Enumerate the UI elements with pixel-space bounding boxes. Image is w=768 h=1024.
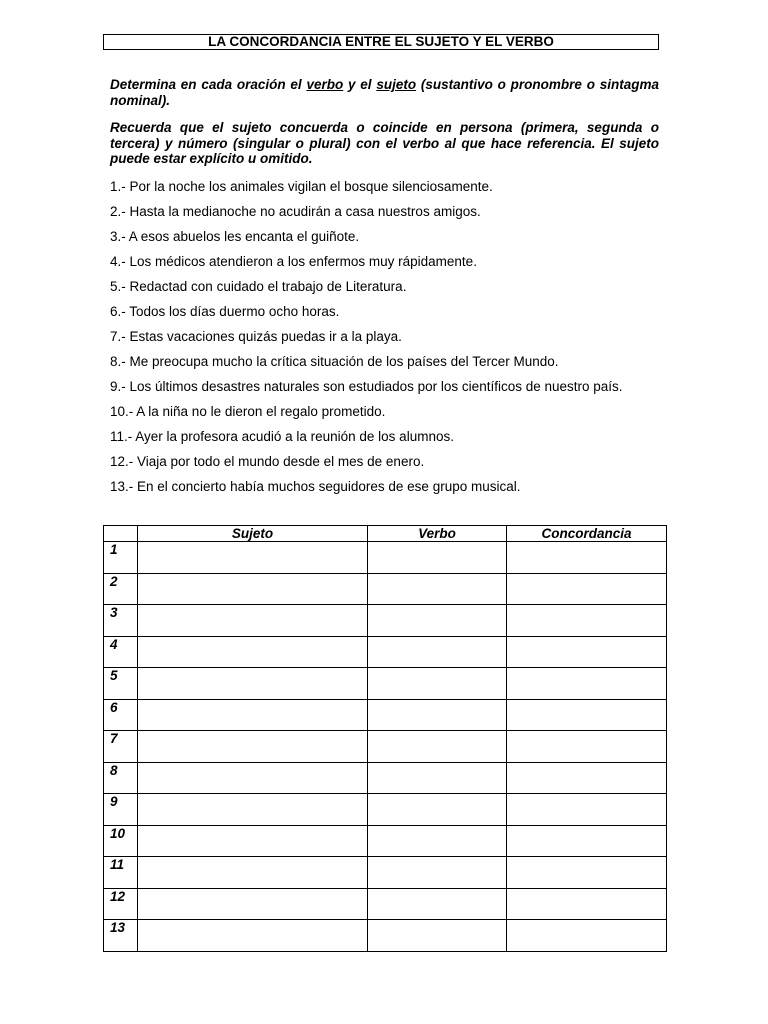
verbo-cell[interactable] [368, 699, 507, 731]
table-row [104, 794, 667, 826]
row-number: 4 [104, 636, 138, 668]
row-number: 12 [104, 888, 138, 920]
instruction-1-after: (sustantivo o pronombre o sintagma nominal). [110, 77, 659, 108]
table-row [104, 825, 667, 857]
verbo-cell[interactable] [368, 573, 507, 605]
concordancia-cell[interactable] [507, 888, 667, 920]
sentence-item: 2.- Hasta la medianoche no acudirán a casa nuestros amigos. [110, 204, 481, 219]
table-row [104, 857, 667, 889]
header-number [104, 526, 138, 542]
sujeto-cell[interactable] [138, 573, 368, 605]
verbo-cell[interactable] [368, 542, 507, 574]
concordancia-cell[interactable] [507, 699, 667, 731]
sentence-item: 12.- Viaja por todo el mundo desde el mes de enero. [110, 454, 425, 469]
verbo-cell[interactable] [368, 762, 507, 794]
sujeto-cell[interactable] [138, 699, 368, 731]
row-number: 7 [104, 731, 138, 763]
page-title: LA CONCORDANCIA ENTRE EL SUJETO Y EL VERBO [103, 34, 659, 50]
concordancia-cell[interactable] [507, 857, 667, 889]
concordancia-cell[interactable] [507, 668, 667, 700]
sujeto-cell[interactable] [138, 636, 368, 668]
concordancia-cell[interactable] [507, 636, 667, 668]
verbo-cell[interactable] [368, 888, 507, 920]
instruction-1-before: Determina en cada oración el [110, 77, 307, 92]
sujeto-cell[interactable] [138, 888, 368, 920]
row-number: 13 [104, 920, 138, 952]
verbo-cell[interactable] [368, 731, 507, 763]
row-number: 6 [104, 699, 138, 731]
row-number: 11 [104, 857, 138, 889]
table-row [104, 636, 667, 668]
sentence-item: 1.- Por la noche los animales vigilan el bosque silenciosamente. [110, 179, 493, 194]
row-number: 8 [104, 762, 138, 794]
sujeto-cell[interactable] [138, 825, 368, 857]
verbo-cell[interactable] [368, 668, 507, 700]
row-number: 5 [104, 668, 138, 700]
row-number: 10 [104, 825, 138, 857]
header-concordancia: Concordancia [507, 526, 667, 542]
header-sujeto: Sujeto [138, 526, 368, 542]
header-verbo: Verbo [368, 526, 507, 542]
sujeto-cell[interactable] [138, 668, 368, 700]
row-number: 1 [104, 542, 138, 574]
sentence-item: 5.- Redactad con cuidado el trabajo de Literatura. [110, 279, 407, 294]
verbo-cell[interactable] [368, 920, 507, 952]
instruction-1-middle: y el [343, 77, 377, 92]
table-row [104, 573, 667, 605]
table-row [104, 731, 667, 763]
verbo-cell[interactable] [368, 794, 507, 826]
verbo-cell[interactable] [368, 636, 507, 668]
concordancia-cell[interactable] [507, 573, 667, 605]
concordancia-cell[interactable] [507, 825, 667, 857]
sentence-item: 9.- Los últimos desastres naturales son estudiados por los científicos de nuestro país. [110, 379, 623, 394]
row-number: 3 [104, 605, 138, 637]
table-row [104, 668, 667, 700]
sujeto-cell[interactable] [138, 605, 368, 637]
sujeto-cell[interactable] [138, 794, 368, 826]
sujeto-cell[interactable] [138, 731, 368, 763]
concordancia-cell[interactable] [507, 605, 667, 637]
instruction-1 [110, 77, 659, 108]
sentence-list [110, 177, 623, 502]
sujeto-cell[interactable] [138, 542, 368, 574]
instruction-1-verbo: verbo [306, 77, 344, 92]
sentence-item: 10.- A la niña no le dieron el regalo prometido. [110, 404, 386, 419]
concordancia-cell[interactable] [507, 794, 667, 826]
concordancia-cell[interactable] [507, 920, 667, 952]
table-header-row [104, 526, 667, 542]
row-number: 9 [104, 794, 138, 826]
sujeto-cell[interactable] [138, 920, 368, 952]
sentence-item: 7.- Estas vacaciones quizás puedas ir a la playa. [110, 329, 402, 344]
table-row [104, 699, 667, 731]
table-row [104, 762, 667, 794]
row-number: 2 [104, 573, 138, 605]
instruction-2: Recuerda que el sujeto concuerda o coincide en persona (primera, segunda o tercera) y número (singular o plural) con el verbo al que hace referencia. El sujeto puede estar explícito u omitido. [110, 120, 659, 166]
answer-table [103, 525, 667, 952]
concordancia-cell[interactable] [507, 542, 667, 574]
sujeto-cell[interactable] [138, 762, 368, 794]
concordancia-cell[interactable] [507, 762, 667, 794]
sentence-item: 4.- Los médicos atendieron a los enfermos muy rápidamente. [110, 254, 477, 269]
sujeto-cell[interactable] [138, 857, 368, 889]
sentence-item: 6.- Todos los días duermo ocho horas. [110, 304, 340, 319]
verbo-cell[interactable] [368, 605, 507, 637]
table-row [104, 542, 667, 574]
sentence-item: 13.- En el concierto había muchos seguidores de ese grupo musical. [110, 479, 521, 494]
table-row [104, 605, 667, 637]
concordancia-cell[interactable] [507, 731, 667, 763]
sentence-item: 3.- A esos abuelos les encanta el guiñote. [110, 229, 360, 244]
table-row [104, 888, 667, 920]
table-row [104, 920, 667, 952]
instruction-1-sujeto: sujeto [376, 77, 417, 92]
verbo-cell[interactable] [368, 825, 507, 857]
sentence-item: 8.- Me preocupa mucho la crítica situación de los países del Tercer Mundo. [110, 354, 559, 369]
sentence-item: 11.- Ayer la profesora acudió a la reunión de los alumnos. [110, 429, 454, 444]
verbo-cell[interactable] [368, 857, 507, 889]
